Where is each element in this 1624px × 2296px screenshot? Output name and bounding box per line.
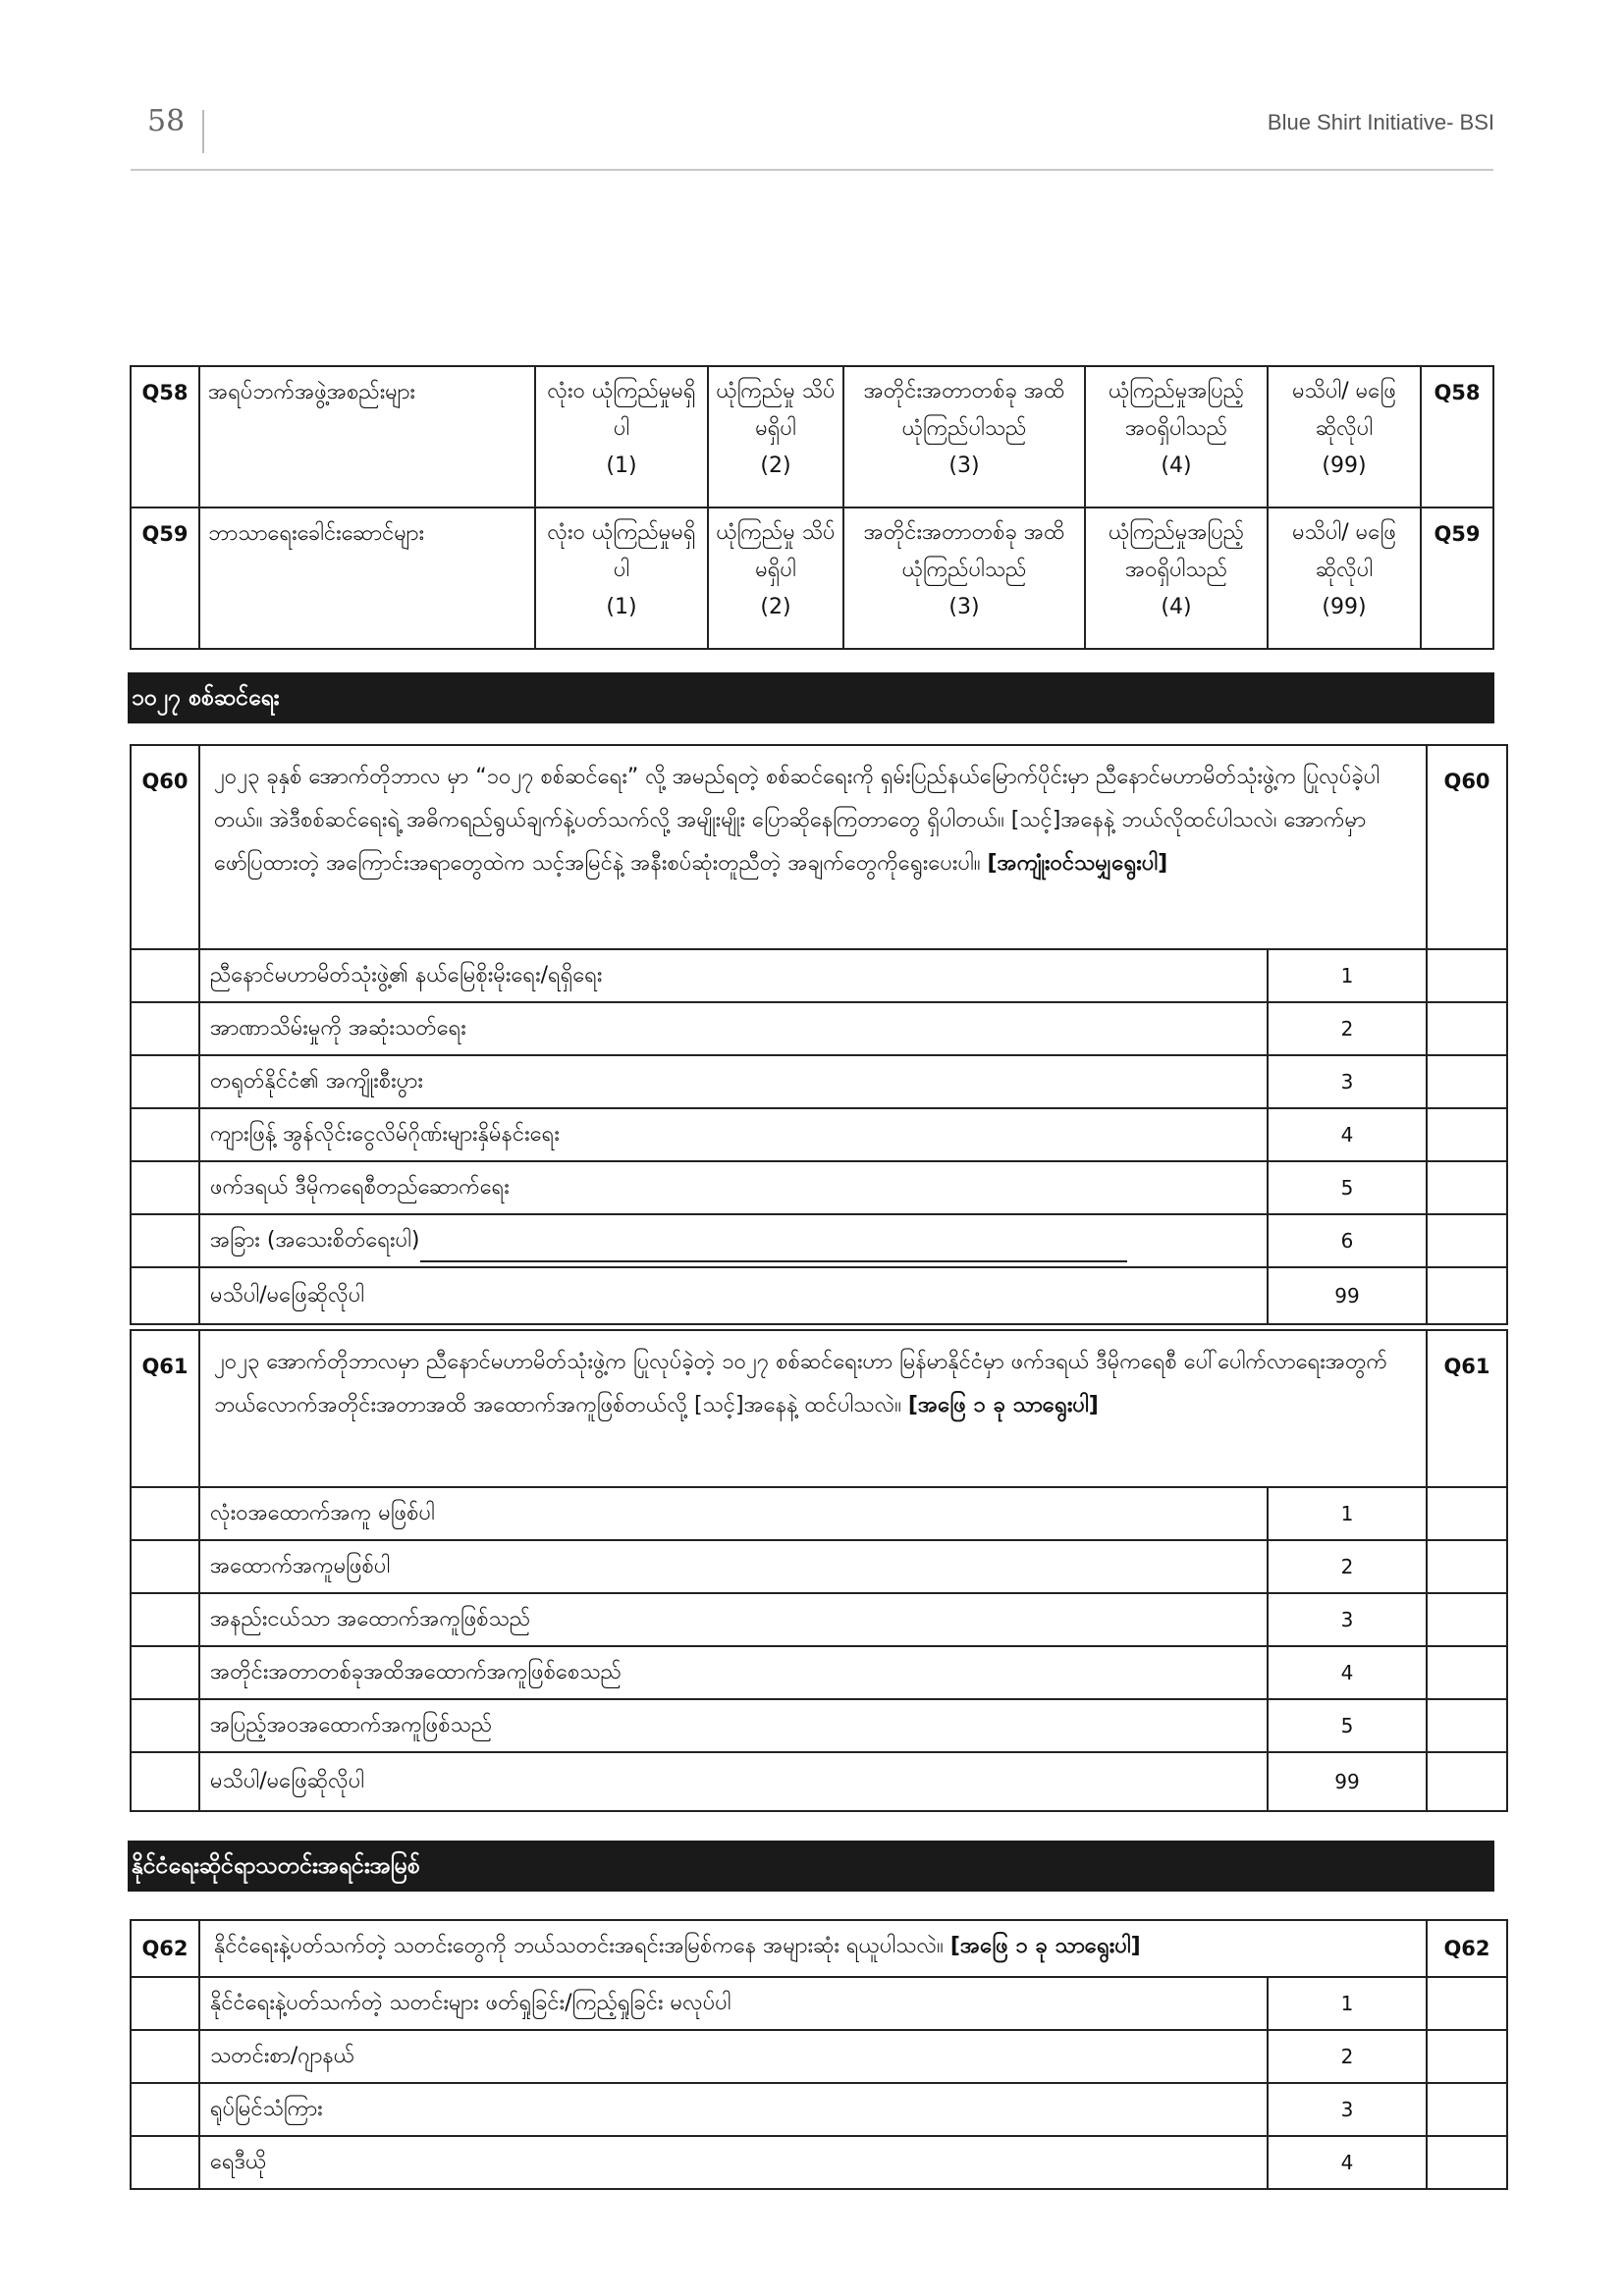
question-instruction: [အဖြေ ၁ ခု သာရွေးပါ] (907, 1393, 1099, 1417)
empty-cell (131, 1540, 199, 1593)
scale-option[interactable] (535, 366, 708, 507)
answer-label: ရေဒီယို (199, 2136, 1268, 2189)
question-id-right: Q60 (1427, 745, 1507, 949)
scale-label: မသိပါ/ မဖြေဆိုလိုပါ (1292, 379, 1396, 441)
scale-label: ယုံကြည်မှုအပြည့် အဝရှိပါသည် (1108, 520, 1245, 582)
answer-code: 4 (1268, 2136, 1427, 2189)
answer-row[interactable] (131, 1487, 1507, 1540)
answer-row[interactable] (131, 1214, 1507, 1267)
empty-cell (1427, 1646, 1507, 1699)
empty-cell (131, 1977, 199, 2030)
answer-row[interactable] (131, 1646, 1507, 1699)
empty-cell (131, 2136, 199, 2189)
question-body (199, 1920, 1427, 1977)
question-id-right: Q58 (1421, 366, 1493, 507)
scale-code: (99) (1322, 595, 1367, 619)
empty-cell (131, 1487, 199, 1540)
answer-code: 1 (1268, 949, 1427, 1002)
scale-label: ယုံကြည်မှု သိပ်မရှိပါ (716, 379, 836, 441)
scale-option[interactable] (708, 507, 843, 649)
empty-cell (1427, 1002, 1507, 1055)
answer-row[interactable] (131, 1161, 1507, 1214)
answer-other (199, 1214, 1268, 1267)
answer-label: ညီနောင်မဟာမိတ်သုံးဖွဲ့၏ နယ်မြေစိုးမိုးရေး/ရရှိရေး (199, 949, 1268, 1002)
scale-code: (4) (1161, 595, 1192, 619)
answer-code: 2 (1268, 2030, 1427, 2083)
answer-label: ရုပ်မြင်သံကြား (199, 2083, 1268, 2136)
answer-label: မသိပါ/မဖြေဆိုလိုပါ (199, 1267, 1268, 1324)
empty-cell (131, 1108, 199, 1161)
scale-option[interactable] (843, 366, 1085, 507)
empty-cell (1427, 1699, 1507, 1752)
answer-row[interactable] (131, 1108, 1507, 1161)
answer-row[interactable] (131, 1540, 1507, 1593)
question-id: Q59 (131, 507, 199, 649)
answer-label: အနည်းငယ်သာ အထောက်အကူဖြစ်သည် (199, 1593, 1268, 1646)
answer-code: 99 (1268, 1267, 1427, 1324)
empty-cell (131, 1699, 199, 1752)
answer-row[interactable] (131, 1002, 1507, 1055)
scale-option[interactable] (535, 507, 708, 649)
answer-label: ဖက်ဒရယ် ဒီမိုကရေစီတည်ဆောက်ရေး (199, 1161, 1268, 1214)
scale-code: (1) (606, 595, 637, 619)
question-id: Q62 (131, 1920, 199, 1977)
answer-code: 5 (1268, 1699, 1427, 1752)
question-text: အရပ်ဘက်အဖွဲ့အစည်းများ (199, 366, 535, 507)
answer-label: အထောက်အကူမဖြစ်ပါ (199, 1540, 1268, 1593)
answer-code: 1 (1268, 1977, 1427, 2030)
empty-cell (131, 1161, 199, 1214)
answer-row[interactable] (131, 1752, 1507, 1811)
empty-cell (131, 1002, 199, 1055)
empty-cell (131, 1646, 199, 1699)
scale-code: (4) (1161, 454, 1192, 478)
question-id-right: Q62 (1427, 1920, 1507, 1977)
answer-row[interactable] (131, 1267, 1507, 1324)
trust-table (130, 365, 1494, 650)
answer-row[interactable] (131, 2136, 1507, 2189)
empty-cell (131, 1267, 199, 1324)
scale-label: ယုံကြည်မှုအပြည့် အဝရှိပါသည် (1108, 379, 1245, 441)
question-text: ၂၀၂၃ ခုနှစ် အောက်တိုဘာလ မှာ “၁၀၂၇ စစ်ဆင်ရေး” လို့ အမည်ရတဲ့ စစ်ဆင်ရေးကို ရှမ်းပြည်နယ်မြောက်ပိုင်းမှာ ညီနောင်မဟာမိတ်သုံးဖွဲ့က ပြုလုပ်ခဲ့ပါတယ်။ အဲဒီစစ်ဆင်ရေးရဲ့ အဓိကရည်ရွယ်ချက်နဲ့ပတ်သက်လို့ အမျိုးမျိုး ပြောဆိုနေကြတာတွေ ရှိပါတယ်။ [သင့်]အနေနဲ့ ဘယ်လိုထင်ပါသလဲ၊ အောက်မှာဖော်ပြထားတဲ့ အကြောင်းအရာတွေထဲက သင့်အမြင်နဲ့ အနီးစပ်ဆုံးတူညီတဲ့ အချက်တွေကိုရွေးပေးပါ။ (214, 765, 1380, 876)
scale-code: (1) (606, 454, 637, 478)
answer-code: 4 (1268, 1646, 1427, 1699)
scale-option[interactable] (1085, 366, 1268, 507)
empty-cell (1427, 1593, 1507, 1646)
header-rule (131, 169, 1493, 171)
question-text: ဘာသာရေးခေါင်းဆောင်များ (199, 507, 535, 649)
answer-row[interactable] (131, 1977, 1507, 2030)
question-id-right: Q59 (1421, 507, 1493, 649)
scale-label: လုံးဝ ယုံကြည်မှုမရှိပါ (547, 520, 696, 582)
section-heading: ၁၀၂၇ စစ်ဆင်ရေး (128, 672, 1494, 723)
question-id-right: Q61 (1427, 1330, 1507, 1487)
table-row-q59 (131, 507, 1493, 649)
question-row (131, 1330, 1507, 1487)
scale-option[interactable] (1268, 507, 1421, 649)
answer-label: တရုတ်နိုင်ငံ၏ အကျိုးစီးပွား (199, 1055, 1268, 1108)
empty-cell (1427, 949, 1507, 1002)
empty-cell (1427, 1267, 1507, 1324)
scale-label: မသိပါ/ မဖြေဆိုလိုပါ (1292, 520, 1396, 582)
scale-code: (3) (948, 454, 980, 478)
empty-cell (1427, 2083, 1507, 2136)
scale-code: (2) (760, 595, 791, 619)
answer-row[interactable] (131, 1699, 1507, 1752)
scale-label: ယုံကြည်မှု သိပ်မရှိပါ (716, 520, 836, 582)
header-title: Blue Shirt Initiative- BSI (1267, 110, 1494, 134)
answer-code: 99 (1268, 1752, 1427, 1811)
empty-cell (131, 1593, 199, 1646)
answer-label: မသိပါ/မဖြေဆိုလိုပါ (199, 1752, 1268, 1811)
scale-label: အတိုင်းအတာတစ်ခု အထိ ယုံကြည်ပါသည် (863, 520, 1065, 582)
scale-option[interactable] (1268, 366, 1421, 507)
empty-cell (131, 1752, 199, 1811)
empty-cell (1427, 2136, 1507, 2189)
q62-table (130, 1919, 1508, 2190)
answer-label: နိုင်ငံရေးနဲ့ပတ်သက်တဲ့ သတင်းများ ဖတ်ရှုခြင်း/ကြည့်ရှုခြင်း မလုပ်ပါ (199, 1977, 1268, 2030)
answer-code: 4 (1268, 1108, 1427, 1161)
page-number-divider (202, 110, 204, 153)
write-in-line[interactable] (420, 1241, 1127, 1262)
empty-cell (1427, 2030, 1507, 2083)
empty-cell (1427, 1540, 1507, 1593)
scale-label: အတိုင်းအတာတစ်ခု အထိ ယုံကြည်ပါသည် (863, 379, 1065, 441)
answer-row[interactable] (131, 2030, 1507, 2083)
empty-cell (1427, 1977, 1507, 2030)
question-text: ၂၀၂၃ အောက်တိုဘာလမှာ ညီနောင်မဟာမိတ်သုံးဖွဲ့က ပြုလုပ်ခဲ့တဲ့ ၁၀၂၇ စစ်ဆင်ရေးဟာ မြန်မာနိုင်ငံမှာ ဖက်ဒရယ် ဒီမိုကရေစီ ပေါ်ပေါက်လာရေးအတွက် ဘယ်လောက်အတိုင်းအတာအထိ အထောက်အကူဖြစ်တယ်လို့ [သင့်]အနေနဲ့ ထင်ပါသလဲ။ (214, 1350, 1388, 1417)
empty-cell (1427, 1487, 1507, 1540)
answer-code: 3 (1268, 1055, 1427, 1108)
empty-cell (1427, 1055, 1507, 1108)
scale-code: (99) (1322, 454, 1367, 478)
table-row-q58 (131, 366, 1493, 507)
answer-code: 6 (1268, 1214, 1427, 1267)
answer-code: 2 (1268, 1540, 1427, 1593)
empty-cell (1427, 1752, 1507, 1811)
answer-label: အခြား (အသေးစိတ်ရေးပါ) (210, 1228, 420, 1253)
answer-row[interactable] (131, 2083, 1507, 2136)
answer-row[interactable] (131, 949, 1507, 1002)
question-body (199, 1330, 1427, 1487)
answer-code: 2 (1268, 1002, 1427, 1055)
empty-cell (131, 1214, 199, 1267)
answer-label: အတိုင်းအတာတစ်ခုအထိအထောက်အကူဖြစ်စေသည် (199, 1646, 1268, 1699)
answer-label: အာဏာသိမ်းမှုကို အဆုံးသတ်ရေး (199, 1002, 1268, 1055)
answer-row[interactable] (131, 1593, 1507, 1646)
empty-cell (131, 2083, 199, 2136)
q61-table (130, 1329, 1508, 1812)
scale-code: (2) (760, 454, 791, 478)
scale-code: (3) (948, 595, 980, 619)
question-row (131, 1920, 1507, 1977)
q60-table (130, 744, 1508, 1325)
answer-label: သတင်းစာ/ဂျာနယ် (199, 2030, 1268, 2083)
question-id: Q61 (131, 1330, 199, 1487)
question-row (131, 745, 1507, 949)
empty-cell (1427, 1108, 1507, 1161)
answer-row[interactable] (131, 1055, 1507, 1108)
scale-option[interactable] (708, 366, 843, 507)
empty-cell (1427, 1214, 1507, 1267)
question-body (199, 745, 1427, 949)
empty-cell (1427, 1161, 1507, 1214)
empty-cell (131, 1055, 199, 1108)
page-number: 58 (147, 104, 186, 138)
question-id: Q60 (131, 745, 199, 949)
question-instruction: [အဖြေ ၁ ခု သာရွေးပါ] (949, 1934, 1141, 1958)
scale-label: လုံးဝ ယုံကြည်မှုမရှိပါ (547, 379, 696, 441)
question-instruction: [အကျုံးဝင်သမျှရွေးပါ] (987, 851, 1168, 876)
scale-option[interactable] (1085, 507, 1268, 649)
empty-cell (131, 2030, 199, 2083)
section-heading: နိုင်ငံရေးဆိုင်ရာသတင်းအရင်းအမြစ် (128, 1841, 1494, 1892)
answer-code: 3 (1268, 1593, 1427, 1646)
answer-code: 3 (1268, 2083, 1427, 2136)
answer-label: အပြည့်အဝအထောက်အကူဖြစ်သည် (199, 1699, 1268, 1752)
answer-label: လုံးဝအထောက်အကူ မဖြစ်ပါ (199, 1487, 1268, 1540)
scale-option[interactable] (843, 507, 1085, 649)
question-id: Q58 (131, 366, 199, 507)
question-text: နိုင်ငံရေးနဲ့ပတ်သက်တဲ့ သတင်းတွေကို ဘယ်သတင်းအရင်းအမြစ်ကနေ အများဆုံး ရယူပါသလဲ။ (214, 1934, 944, 1958)
empty-cell (131, 949, 199, 1002)
answer-code: 1 (1268, 1487, 1427, 1540)
answer-code: 5 (1268, 1161, 1427, 1214)
answer-label: ကျားဖြန့် အွန်လိုင်းငွေလိမ်ဂိုဏ်းများနှိမ်နင်းရေး (199, 1108, 1268, 1161)
